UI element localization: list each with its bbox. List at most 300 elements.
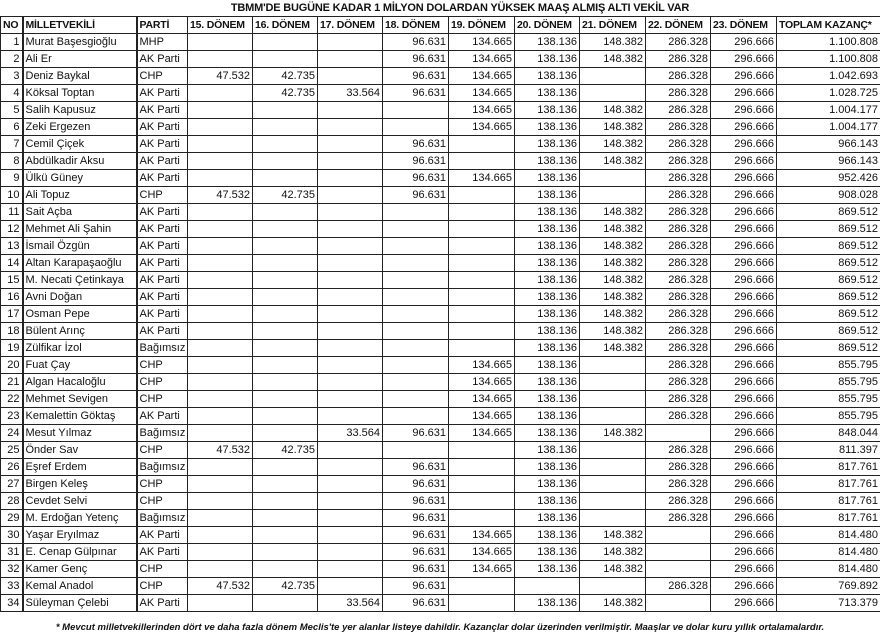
cell-no: 17: [1, 306, 23, 323]
cell-donem-18: 96.631: [383, 68, 449, 85]
cell-donem-17: [318, 391, 383, 408]
table-row: [1, 51, 880, 68]
cell-donem-18: 96.631: [383, 153, 449, 170]
cell-donem-16: [253, 493, 318, 510]
cell-donem-20: 138.136: [515, 595, 580, 612]
cell-donem-17: [318, 544, 383, 561]
cell-total: 1.100.808: [777, 51, 880, 68]
header-donem-15: 15. DÖNEM: [188, 17, 253, 34]
cell-donem-23: 296.666: [711, 425, 777, 442]
table-row: [1, 272, 880, 289]
cell-name: E. Cenap Gülpınar: [23, 544, 137, 561]
table-row: [1, 578, 880, 595]
cell-donem-20: 138.136: [515, 425, 580, 442]
cell-donem-23: 296.666: [711, 476, 777, 493]
cell-donem-20: 138.136: [515, 136, 580, 153]
cell-donem-18: [383, 221, 449, 238]
cell-donem-17: [318, 323, 383, 340]
cell-donem-21: [580, 459, 646, 476]
cell-total: 713.379: [777, 595, 880, 612]
cell-name: İsmail Özgün: [23, 238, 137, 255]
cell-donem-23: 296.666: [711, 357, 777, 374]
cell-donem-17: [318, 527, 383, 544]
cell-donem-21: 148.382: [580, 340, 646, 357]
cell-party: AK Parti: [137, 306, 188, 323]
cell-name: Algan Hacaloğlu: [23, 374, 137, 391]
cell-donem-18: [383, 272, 449, 289]
cell-donem-15: [188, 340, 253, 357]
cell-no: 33: [1, 578, 23, 595]
cell-donem-21: 148.382: [580, 289, 646, 306]
cell-donem-19: [449, 578, 515, 595]
cell-donem-23: 296.666: [711, 391, 777, 408]
cell-donem-19: [449, 595, 515, 612]
cell-no: 13: [1, 238, 23, 255]
table-row: [1, 476, 880, 493]
cell-total: 1.004.177: [777, 102, 880, 119]
cell-name: Avni Doğan: [23, 289, 137, 306]
table-row: [1, 34, 880, 51]
cell-total: 869.512: [777, 340, 880, 357]
cell-donem-21: [580, 374, 646, 391]
cell-donem-15: [188, 493, 253, 510]
cell-total: 817.761: [777, 459, 880, 476]
table-row: [1, 459, 880, 476]
cell-donem-19: 134.665: [449, 34, 515, 51]
cell-party: CHP: [137, 374, 188, 391]
cell-donem-15: 47.532: [188, 187, 253, 204]
cell-name: Ali Topuz: [23, 187, 137, 204]
cell-total: 769.892: [777, 578, 880, 595]
cell-donem-19: 134.665: [449, 85, 515, 102]
cell-donem-15: [188, 527, 253, 544]
cell-no: 4: [1, 85, 23, 102]
header-donem-19: 19. DÖNEM: [449, 17, 515, 34]
cell-donem-15: [188, 119, 253, 136]
cell-donem-15: [188, 425, 253, 442]
cell-party: CHP: [137, 561, 188, 578]
cell-no: 14: [1, 255, 23, 272]
cell-donem-20: 138.136: [515, 153, 580, 170]
cell-donem-22: 286.328: [646, 357, 711, 374]
cell-donem-22: 286.328: [646, 221, 711, 238]
table-row: [1, 68, 880, 85]
cell-donem-23: 296.666: [711, 544, 777, 561]
table-row: [1, 153, 880, 170]
cell-donem-15: [188, 34, 253, 51]
cell-donem-19: [449, 272, 515, 289]
cell-party: AK Parti: [137, 408, 188, 425]
cell-total: 848.044: [777, 425, 880, 442]
table-row: [1, 595, 880, 612]
cell-no: 20: [1, 357, 23, 374]
cell-donem-15: [188, 85, 253, 102]
cell-party: AK Parti: [137, 255, 188, 272]
cell-donem-22: 286.328: [646, 51, 711, 68]
cell-donem-23: 296.666: [711, 255, 777, 272]
cell-donem-22: 286.328: [646, 153, 711, 170]
cell-donem-21: [580, 510, 646, 527]
table-row: [1, 493, 880, 510]
cell-donem-20: 138.136: [515, 187, 580, 204]
cell-donem-23: 296.666: [711, 442, 777, 459]
cell-donem-19: [449, 306, 515, 323]
cell-donem-20: 138.136: [515, 459, 580, 476]
table-row: [1, 340, 880, 357]
cell-total: 1.028.725: [777, 85, 880, 102]
header-donem-16: 16. DÖNEM: [253, 17, 318, 34]
cell-no: 6: [1, 119, 23, 136]
cell-donem-18: [383, 323, 449, 340]
cell-no: 12: [1, 221, 23, 238]
cell-donem-18: 96.631: [383, 34, 449, 51]
cell-party: AK Parti: [137, 102, 188, 119]
cell-donem-17: [318, 136, 383, 153]
cell-no: 30: [1, 527, 23, 544]
salary-table: [0, 16, 880, 612]
cell-donem-21: 148.382: [580, 204, 646, 221]
cell-donem-22: 286.328: [646, 408, 711, 425]
cell-name: Zeki Ergezen: [23, 119, 137, 136]
cell-donem-23: 296.666: [711, 510, 777, 527]
cell-donem-20: 138.136: [515, 34, 580, 51]
cell-donem-21: 148.382: [580, 34, 646, 51]
cell-donem-17: [318, 272, 383, 289]
cell-total: 1.100.808: [777, 34, 880, 51]
cell-donem-20: 138.136: [515, 102, 580, 119]
cell-donem-16: [253, 136, 318, 153]
cell-donem-18: [383, 238, 449, 255]
cell-donem-20: 138.136: [515, 255, 580, 272]
cell-donem-21: 148.382: [580, 51, 646, 68]
cell-donem-20: 138.136: [515, 119, 580, 136]
cell-donem-17: [318, 476, 383, 493]
cell-total: 869.512: [777, 238, 880, 255]
cell-total: 855.795: [777, 357, 880, 374]
cell-donem-23: 296.666: [711, 340, 777, 357]
cell-donem-18: [383, 289, 449, 306]
cell-donem-18: 96.631: [383, 187, 449, 204]
cell-donem-15: 47.532: [188, 442, 253, 459]
cell-donem-16: [253, 510, 318, 527]
cell-no: 2: [1, 51, 23, 68]
cell-party: AK Parti: [137, 136, 188, 153]
cell-donem-17: [318, 408, 383, 425]
cell-donem-17: [318, 68, 383, 85]
cell-donem-23: 296.666: [711, 187, 777, 204]
cell-donem-18: [383, 119, 449, 136]
cell-donem-19: 134.665: [449, 374, 515, 391]
cell-total: 908.028: [777, 187, 880, 204]
cell-donem-19: [449, 187, 515, 204]
cell-donem-22: [646, 595, 711, 612]
cell-name: Süleyman Çelebi: [23, 595, 137, 612]
cell-donem-22: [646, 544, 711, 561]
cell-name: Abdülkadir Aksu: [23, 153, 137, 170]
cell-party: Bağımsız: [137, 459, 188, 476]
cell-donem-21: [580, 357, 646, 374]
cell-name: Altan Karapaşaoğlu: [23, 255, 137, 272]
cell-donem-19: [449, 459, 515, 476]
cell-donem-23: 296.666: [711, 595, 777, 612]
cell-total: 1.042.693: [777, 68, 880, 85]
cell-donem-20: 138.136: [515, 323, 580, 340]
cell-donem-19: [449, 476, 515, 493]
table-row: [1, 85, 880, 102]
cell-donem-18: [383, 408, 449, 425]
cell-donem-19: 134.665: [449, 102, 515, 119]
cell-total: 869.512: [777, 323, 880, 340]
cell-donem-18: 96.631: [383, 51, 449, 68]
table-body: [1, 34, 880, 612]
cell-donem-15: [188, 476, 253, 493]
cell-donem-17: [318, 340, 383, 357]
cell-total: 855.795: [777, 408, 880, 425]
cell-donem-22: 286.328: [646, 34, 711, 51]
cell-donem-16: [253, 272, 318, 289]
cell-name: Osman Pepe: [23, 306, 137, 323]
cell-party: Bağımsız: [137, 425, 188, 442]
cell-donem-20: 138.136: [515, 272, 580, 289]
cell-donem-20: 138.136: [515, 544, 580, 561]
table-row: [1, 170, 880, 187]
cell-donem-15: [188, 221, 253, 238]
header-donem-22: 22. DÖNEM: [646, 17, 711, 34]
cell-donem-18: [383, 391, 449, 408]
cell-donem-15: [188, 204, 253, 221]
cell-donem-16: [253, 544, 318, 561]
table-row: [1, 561, 880, 578]
cell-donem-16: [253, 595, 318, 612]
cell-name: Köksal Toptan: [23, 85, 137, 102]
cell-donem-17: [318, 170, 383, 187]
cell-donem-18: [383, 442, 449, 459]
cell-donem-15: [188, 306, 253, 323]
cell-donem-18: 96.631: [383, 425, 449, 442]
cell-donem-19: [449, 493, 515, 510]
cell-donem-16: [253, 357, 318, 374]
cell-name: Eşref Erdem: [23, 459, 137, 476]
cell-total: 966.143: [777, 153, 880, 170]
cell-donem-22: [646, 561, 711, 578]
cell-total: 855.795: [777, 374, 880, 391]
cell-no: 16: [1, 289, 23, 306]
cell-name: Mehmet Ali Şahin: [23, 221, 137, 238]
cell-donem-15: [188, 170, 253, 187]
cell-donem-23: 296.666: [711, 289, 777, 306]
cell-donem-20: 138.136: [515, 306, 580, 323]
cell-donem-17: [318, 289, 383, 306]
table-row: [1, 442, 880, 459]
table-row: [1, 238, 880, 255]
cell-name: Kemalettin Göktaş: [23, 408, 137, 425]
cell-donem-15: 47.532: [188, 68, 253, 85]
cell-donem-22: 286.328: [646, 493, 711, 510]
cell-donem-19: 134.665: [449, 527, 515, 544]
cell-donem-17: [318, 238, 383, 255]
cell-party: AK Parti: [137, 289, 188, 306]
cell-name: Önder Sav: [23, 442, 137, 459]
cell-donem-23: 296.666: [711, 68, 777, 85]
cell-donem-17: [318, 34, 383, 51]
cell-donem-17: [318, 374, 383, 391]
cell-donem-15: [188, 238, 253, 255]
cell-party: CHP: [137, 493, 188, 510]
cell-name: Deniz Baykal: [23, 68, 137, 85]
cell-donem-17: [318, 204, 383, 221]
cell-donem-20: 138.136: [515, 391, 580, 408]
cell-donem-18: 96.631: [383, 544, 449, 561]
cell-donem-23: 296.666: [711, 119, 777, 136]
cell-donem-18: 96.631: [383, 595, 449, 612]
cell-donem-21: [580, 391, 646, 408]
cell-no: 28: [1, 493, 23, 510]
cell-donem-16: 42.735: [253, 68, 318, 85]
cell-donem-18: 96.631: [383, 136, 449, 153]
cell-donem-15: [188, 51, 253, 68]
table-row: [1, 323, 880, 340]
cell-donem-19: [449, 255, 515, 272]
cell-name: Zülfikar İzol: [23, 340, 137, 357]
cell-donem-23: 296.666: [711, 170, 777, 187]
cell-donem-23: 296.666: [711, 204, 777, 221]
cell-donem-20: 138.136: [515, 476, 580, 493]
cell-no: 8: [1, 153, 23, 170]
cell-donem-16: [253, 221, 318, 238]
cell-name: Birgen Keleş: [23, 476, 137, 493]
table-row: [1, 391, 880, 408]
table-row: [1, 425, 880, 442]
cell-donem-22: 286.328: [646, 323, 711, 340]
cell-party: AK Parti: [137, 238, 188, 255]
cell-total: 814.480: [777, 544, 880, 561]
cell-total: 869.512: [777, 221, 880, 238]
cell-donem-20: 138.136: [515, 68, 580, 85]
cell-donem-19: [449, 153, 515, 170]
cell-donem-22: 286.328: [646, 255, 711, 272]
cell-donem-21: 148.382: [580, 323, 646, 340]
cell-donem-23: 296.666: [711, 561, 777, 578]
cell-donem-18: 96.631: [383, 561, 449, 578]
cell-donem-17: [318, 221, 383, 238]
cell-donem-23: 296.666: [711, 306, 777, 323]
cell-donem-19: 134.665: [449, 119, 515, 136]
cell-donem-23: 296.666: [711, 408, 777, 425]
cell-party: AK Parti: [137, 153, 188, 170]
cell-total: 1.004.177: [777, 119, 880, 136]
cell-donem-22: [646, 425, 711, 442]
cell-name: Bülent Arınç: [23, 323, 137, 340]
cell-donem-15: [188, 544, 253, 561]
cell-donem-15: [188, 357, 253, 374]
cell-donem-21: 148.382: [580, 221, 646, 238]
cell-donem-16: [253, 34, 318, 51]
cell-donem-21: 148.382: [580, 561, 646, 578]
cell-total: 817.761: [777, 476, 880, 493]
cell-name: Mesut Yılmaz: [23, 425, 137, 442]
cell-donem-16: [253, 170, 318, 187]
cell-donem-19: [449, 340, 515, 357]
header-donem-21: 21. DÖNEM: [580, 17, 646, 34]
cell-name: M. Erdoğan Yetenç: [23, 510, 137, 527]
cell-donem-22: 286.328: [646, 272, 711, 289]
cell-donem-17: [318, 102, 383, 119]
cell-donem-16: [253, 391, 318, 408]
cell-donem-23: 296.666: [711, 136, 777, 153]
cell-donem-22: 286.328: [646, 102, 711, 119]
cell-donem-23: 296.666: [711, 323, 777, 340]
cell-total: 814.480: [777, 561, 880, 578]
cell-party: AK Parti: [137, 323, 188, 340]
cell-donem-15: [188, 255, 253, 272]
cell-name: Fuat Çay: [23, 357, 137, 374]
cell-donem-23: 296.666: [711, 221, 777, 238]
cell-donem-18: 96.631: [383, 510, 449, 527]
cell-total: 811.397: [777, 442, 880, 459]
cell-name: Salih Kapusuz: [23, 102, 137, 119]
cell-donem-17: 33.564: [318, 85, 383, 102]
cell-donem-21: 148.382: [580, 119, 646, 136]
cell-no: 22: [1, 391, 23, 408]
cell-name: Ülkü Güney: [23, 170, 137, 187]
cell-donem-17: [318, 561, 383, 578]
cell-party: AK Parti: [137, 221, 188, 238]
cell-no: 5: [1, 102, 23, 119]
table-row: [1, 136, 880, 153]
cell-donem-23: 296.666: [711, 85, 777, 102]
cell-donem-20: 138.136: [515, 527, 580, 544]
cell-donem-20: 138.136: [515, 221, 580, 238]
cell-donem-16: [253, 527, 318, 544]
cell-donem-17: [318, 51, 383, 68]
table-row: [1, 255, 880, 272]
table-row: [1, 102, 880, 119]
cell-donem-19: 134.665: [449, 357, 515, 374]
table-row: [1, 374, 880, 391]
cell-donem-18: 96.631: [383, 459, 449, 476]
cell-party: AK Parti: [137, 204, 188, 221]
cell-donem-15: [188, 136, 253, 153]
cell-donem-22: 286.328: [646, 578, 711, 595]
cell-party: AK Parti: [137, 170, 188, 187]
cell-donem-23: 296.666: [711, 459, 777, 476]
cell-donem-15: [188, 595, 253, 612]
cell-name: M. Necati Çetinkaya: [23, 272, 137, 289]
cell-donem-22: 286.328: [646, 374, 711, 391]
cell-donem-17: [318, 153, 383, 170]
cell-no: 29: [1, 510, 23, 527]
cell-donem-16: [253, 119, 318, 136]
cell-donem-16: 42.735: [253, 187, 318, 204]
cell-donem-22: 286.328: [646, 459, 711, 476]
cell-donem-21: [580, 187, 646, 204]
cell-no: 32: [1, 561, 23, 578]
cell-donem-19: 134.665: [449, 68, 515, 85]
cell-donem-18: [383, 255, 449, 272]
cell-donem-18: 96.631: [383, 85, 449, 102]
cell-donem-22: 286.328: [646, 119, 711, 136]
cell-party: Bağımsız: [137, 340, 188, 357]
cell-donem-17: [318, 578, 383, 595]
cell-donem-17: [318, 493, 383, 510]
cell-donem-16: 42.735: [253, 85, 318, 102]
cell-donem-15: [188, 289, 253, 306]
header-no: NO: [1, 17, 23, 34]
footnote: * Mevcut milletvekillerinden dört ve daha fazla dönem Meclis'te yer alanlar listeye dahildir. Kazançlar dolar üzerinden verilmiştir. Maaşlar ve dolar kuru yıllık ortalamalardır.: [55, 622, 825, 633]
cell-donem-21: [580, 476, 646, 493]
cell-donem-21: 148.382: [580, 136, 646, 153]
cell-donem-21: [580, 493, 646, 510]
